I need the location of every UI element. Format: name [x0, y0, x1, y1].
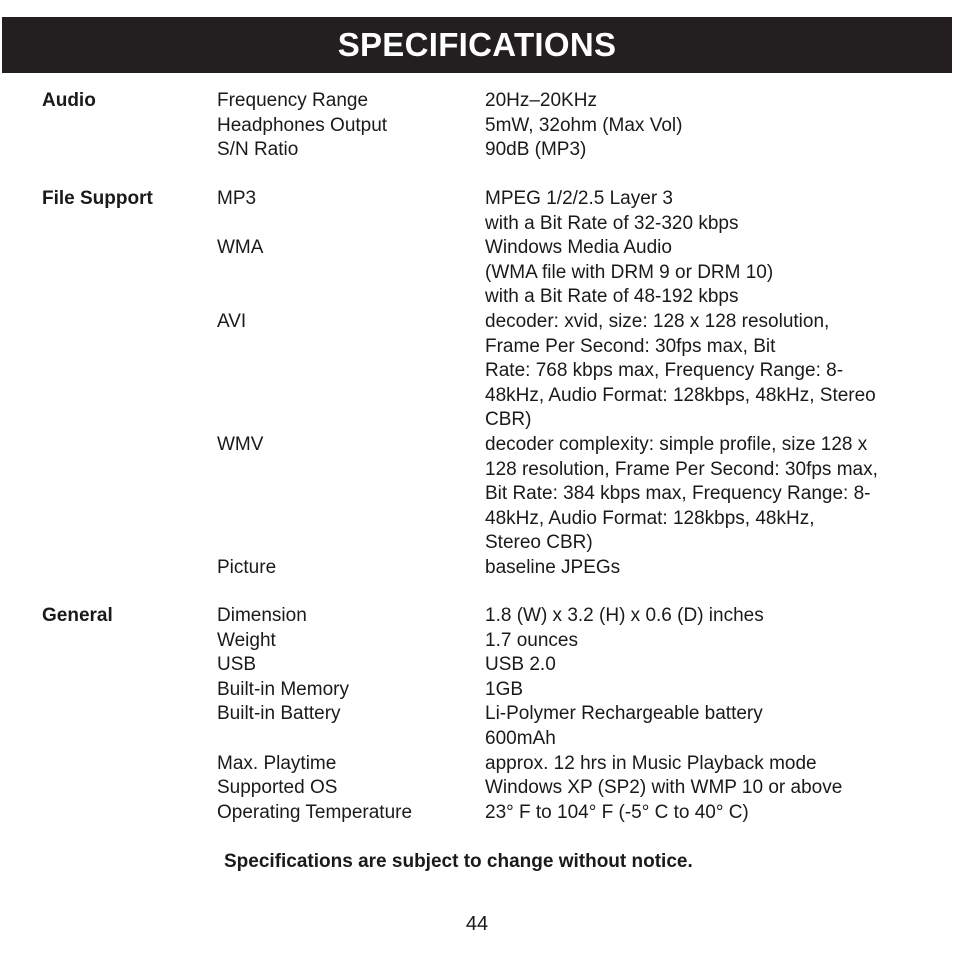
spec-value-line: with a Bit Rate of 48-192 kbps — [485, 286, 739, 308]
spec-row — [0, 678, 954, 703]
spec-value-line: Stereo CBR) — [485, 532, 593, 554]
title-banner — [2, 17, 952, 73]
spec-section — [0, 187, 954, 581]
spec-label: Picture — [217, 556, 277, 578]
spec-row — [0, 310, 954, 433]
spec-value — [485, 236, 915, 310]
spec-label: MP3 — [217, 188, 257, 209]
spec-label: Frequency Range — [217, 90, 369, 111]
spec-value-line: 1.7 ounces — [485, 629, 578, 651]
spec-value-line: 128 resolution, Frame Per Second: 30fps max, — [485, 458, 878, 480]
spec-value-line: 1.8 (W) x 3.2 (H) x 0.6 (D) inches — [485, 605, 764, 626]
spec-value-line: (WMA file with DRM 9 or DRM 10) — [485, 261, 774, 283]
spec-row — [0, 138, 954, 163]
spec-label: WMA — [217, 237, 264, 259]
spec-row — [0, 556, 954, 581]
spec-section — [0, 604, 954, 825]
spec-label: AVI — [217, 310, 247, 332]
spec-value-line: Windows Media Audio — [485, 237, 672, 259]
spec-value — [485, 776, 915, 801]
spec-value-line: 48kHz, Audio Format: 128kbps, 48kHz, — [485, 507, 815, 529]
spec-label: Weight — [217, 629, 276, 651]
spec-value-line: approx. 12 hrs in Music Playback mode — [485, 752, 817, 774]
spec-value-line: Bit Rate: 384 kbps max, Frequency Range: 8- — [485, 483, 871, 505]
category-label: General — [42, 605, 113, 626]
spec-label: Dimension — [217, 605, 307, 626]
spec-value — [485, 678, 915, 703]
spec-value-line: Frame Per Second: 30fps max, Bit — [485, 335, 776, 357]
spec-row — [0, 236, 954, 310]
spec-row — [0, 604, 954, 629]
spec-label: Max. Playtime — [217, 752, 337, 774]
category-label: Audio — [42, 90, 96, 111]
spec-label: WMV — [217, 433, 264, 455]
spec-value-line: 5mW, 32ohm (Max Vol) — [485, 114, 683, 136]
spec-row — [0, 187, 954, 236]
spec-value-line: 600mAh — [485, 727, 556, 749]
spec-value — [485, 114, 915, 139]
page-title: SPECIFICATIONS — [337, 26, 617, 63]
spec-label: Built-in Battery — [217, 703, 341, 725]
spec-value — [485, 752, 915, 777]
spec-value-line: 1GB — [485, 678, 524, 700]
spec-row — [0, 776, 954, 801]
spec-row — [0, 89, 954, 114]
spec-label: S/N Ratio — [217, 139, 299, 161]
spec-value-line: 23° F to 104° F (-5° C to 40° C) — [485, 801, 749, 823]
spec-value — [485, 702, 915, 751]
spec-row — [0, 433, 954, 556]
spec-section — [0, 89, 954, 163]
spec-value-line: 48kHz, Audio Format: 128kbps, 48kHz, Stereo — [485, 384, 876, 406]
spec-value-line: 90dB (MP3) — [485, 139, 587, 161]
spec-value — [485, 556, 915, 581]
spec-value-line: Li-Polymer Rechargeable battery — [485, 703, 763, 725]
spec-value-line: 20Hz–20KHz — [485, 90, 597, 111]
spec-row — [0, 752, 954, 777]
spec-row — [0, 629, 954, 654]
spec-row — [0, 801, 954, 826]
spec-value-line: with a Bit Rate of 32-320 kbps — [485, 212, 739, 234]
spec-value — [485, 138, 915, 163]
page-number: 44 — [465, 913, 489, 935]
spec-label: Built-in Memory — [217, 678, 349, 700]
spec-value — [485, 801, 915, 826]
spec-value-line: baseline JPEGs — [485, 556, 621, 578]
spec-value — [485, 629, 915, 654]
spec-label: Operating Temperature — [217, 801, 413, 823]
spec-value — [485, 310, 915, 433]
spec-value-line: decoder: xvid, size: 128 x 128 resolution, — [485, 310, 830, 332]
footnote: Specifications are subject to change without notice. — [224, 851, 693, 872]
category-label: File Support — [42, 188, 153, 209]
spec-value-line: MPEG 1/2/2.5 Layer 3 — [485, 188, 673, 209]
spec-value-line: USB 2.0 — [485, 654, 556, 676]
spec-value — [485, 89, 915, 114]
spec-row — [0, 114, 954, 139]
spec-value-line: decoder complexity: simple profile, size 128 x — [485, 433, 868, 455]
spec-value — [485, 187, 915, 236]
spec-label: Supported OS — [217, 777, 338, 799]
spec-value — [485, 433, 915, 556]
spec-value-line: Windows XP (SP2) with WMP 10 or above — [485, 777, 843, 799]
spec-value-line: CBR) — [485, 409, 532, 431]
spec-label: Headphones Output — [217, 114, 388, 136]
spec-value — [485, 604, 915, 629]
spec-value — [485, 653, 915, 678]
spec-value-line: Rate: 768 kbps max, Frequency Range: 8- — [485, 360, 844, 382]
spec-row — [0, 653, 954, 678]
spec-label: USB — [217, 654, 257, 676]
spec-row — [0, 702, 954, 751]
